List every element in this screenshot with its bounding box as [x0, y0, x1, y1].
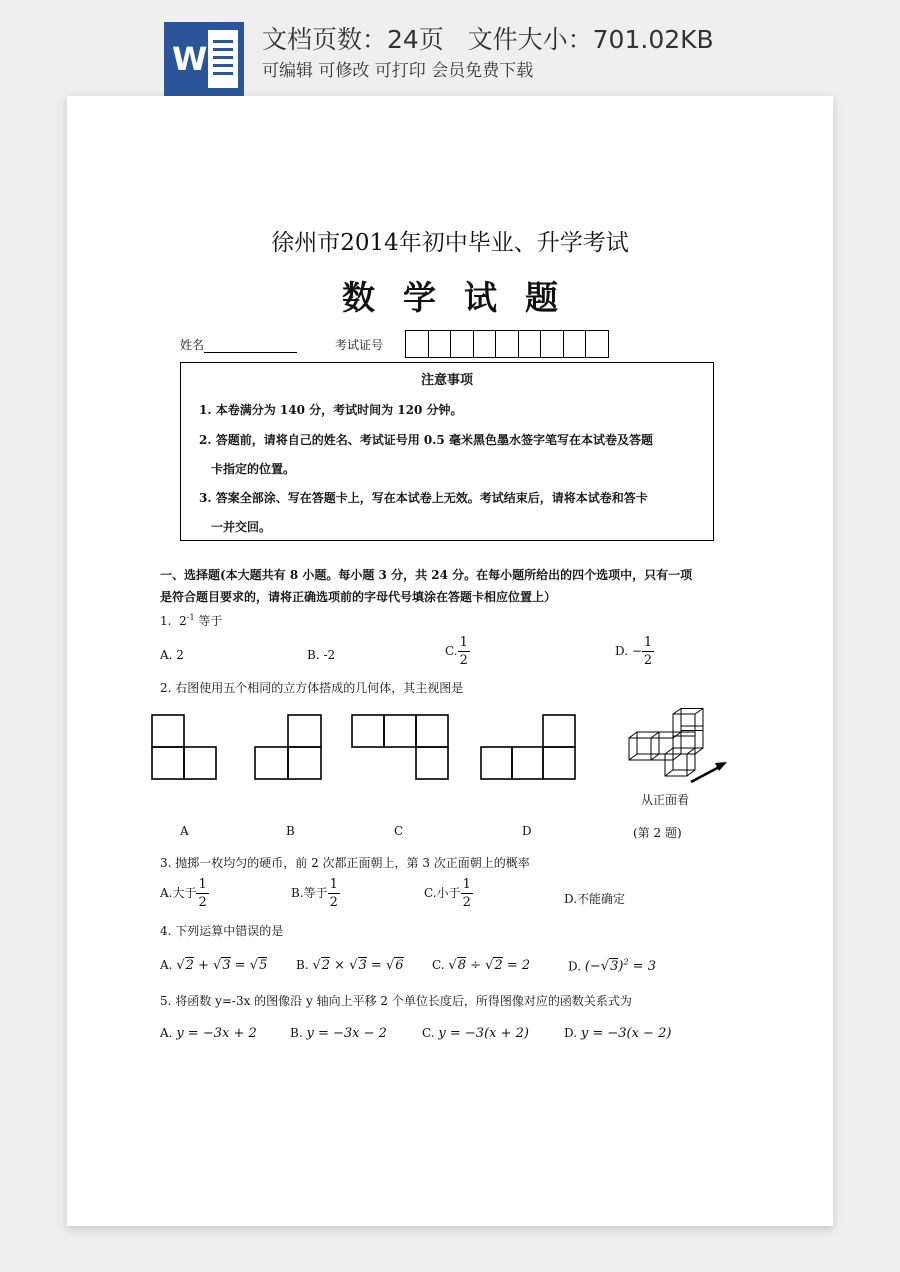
q3-option-d: D.不能确定 [564, 892, 626, 906]
q4-option-a: A. √2 + √3 = √5 [160, 958, 268, 973]
notice-item-3: 3. 答案全部涂、写在答题卡上，写在本试卷上无效。考试结束后，请将本试卷和答卡 [199, 491, 648, 505]
q2-figure-a [151, 714, 217, 780]
q2-figure-d [480, 714, 576, 780]
download-banner [0, 0, 900, 96]
document-page [67, 96, 833, 1226]
q2-label-c: C [394, 824, 404, 838]
notice-item-1: 1. 本卷满分为 140 分，考试时间为 120 分钟。 [199, 403, 463, 417]
id-label: 考试证号 [335, 338, 384, 352]
q2-figure-c [351, 714, 449, 780]
q1-option-b: B. -2 [307, 648, 336, 662]
question-4: 4. 下列运算中错误的是 [160, 924, 284, 938]
q3-option-a: A.大于 $\frac{1}{2}$ [160, 877, 207, 910]
exam-subject-title: 数学试题 [342, 278, 586, 317]
name-field: 姓名 [180, 336, 297, 353]
q5-option-d: D. y = −3(x − 2) [564, 1026, 672, 1041]
q2-label-a: A [180, 824, 189, 838]
q4-option-b: B. √2 × √3 = √6 [296, 958, 404, 973]
q3-option-b: B.等于 $\frac{1}{2}$ [291, 877, 338, 910]
q5-option-a: A. y = −3x + 2 [160, 1026, 257, 1041]
word-document-icon: W [164, 22, 244, 96]
q2-view-direction-label: 从正面看 [641, 793, 690, 807]
q1-option-d: D. − $\frac{1}{2}$ [615, 635, 653, 668]
notice-item-2: 2. 答题前，请将自己的姓名、考试证号用 0.5 毫米黑色墨水签字笔写在本试卷及答题 [199, 433, 653, 447]
q2-cube-model [627, 708, 731, 790]
exam-title: 徐州市2014年初中毕业、升学考试 [271, 230, 629, 256]
file-meta-pages-size: 文档页数：24页 文件大小：701.02KB [262, 25, 714, 54]
notice-item-2-cont: 卡指定的位置。 [211, 462, 296, 476]
question-5: 5. 将函数 y=-3x 的图像沿 y 轴向上平移 2 个单位长度后，所得图像对应的函数关系式为 [160, 994, 632, 1008]
question-3: 3. 抛掷一枚均匀的硬币，前 2 次都正面朝上，第 3 次正面朝上的概率 [160, 856, 530, 870]
q4-option-d: D. $(-√3)^2 = 3$ [568, 958, 656, 975]
q2-label-d: D [522, 824, 532, 838]
q2-label-b: B [286, 824, 295, 838]
question-1: 1. $2^{-1}$ 等于 [160, 613, 223, 628]
q2-caption: (第 2 题) [633, 826, 682, 840]
q1-option-a: A. 2 [160, 648, 184, 662]
q5-option-b: B. y = −3x − 2 [290, 1026, 387, 1041]
id-number-boxes [405, 330, 609, 358]
notice-title: 注意事项 [420, 373, 473, 388]
notice-box [180, 362, 714, 541]
q3-option-c: C.小于 $\frac{1}{2}$ [424, 877, 471, 910]
notice-item-3-cont: 一并交回。 [211, 520, 272, 534]
section-intro: 一、选择题(本大题共有 8 小题。每小题 3 分，共 24 分。在每小题所给出的四个选项中，只有一项 [160, 568, 693, 582]
section-intro-cont: 是符合题目要求的，请将正确选项前的字母代号填涂在答题卡相应位置上） [160, 590, 557, 604]
q1-option-c: C. $\frac{1}{2}$ [445, 635, 468, 668]
q4-option-c: C. √8 ÷ √2 = 2 [432, 958, 531, 973]
file-meta-features: 可编辑 可修改 可打印 会员免费下载 [262, 61, 534, 81]
q5-option-c: C. y = −3(x + 2) [422, 1026, 529, 1041]
question-2: 2. 右图使用五个相同的立方体搭成的几何体，其主视图是 [160, 681, 464, 695]
q2-figure-b [254, 714, 322, 780]
